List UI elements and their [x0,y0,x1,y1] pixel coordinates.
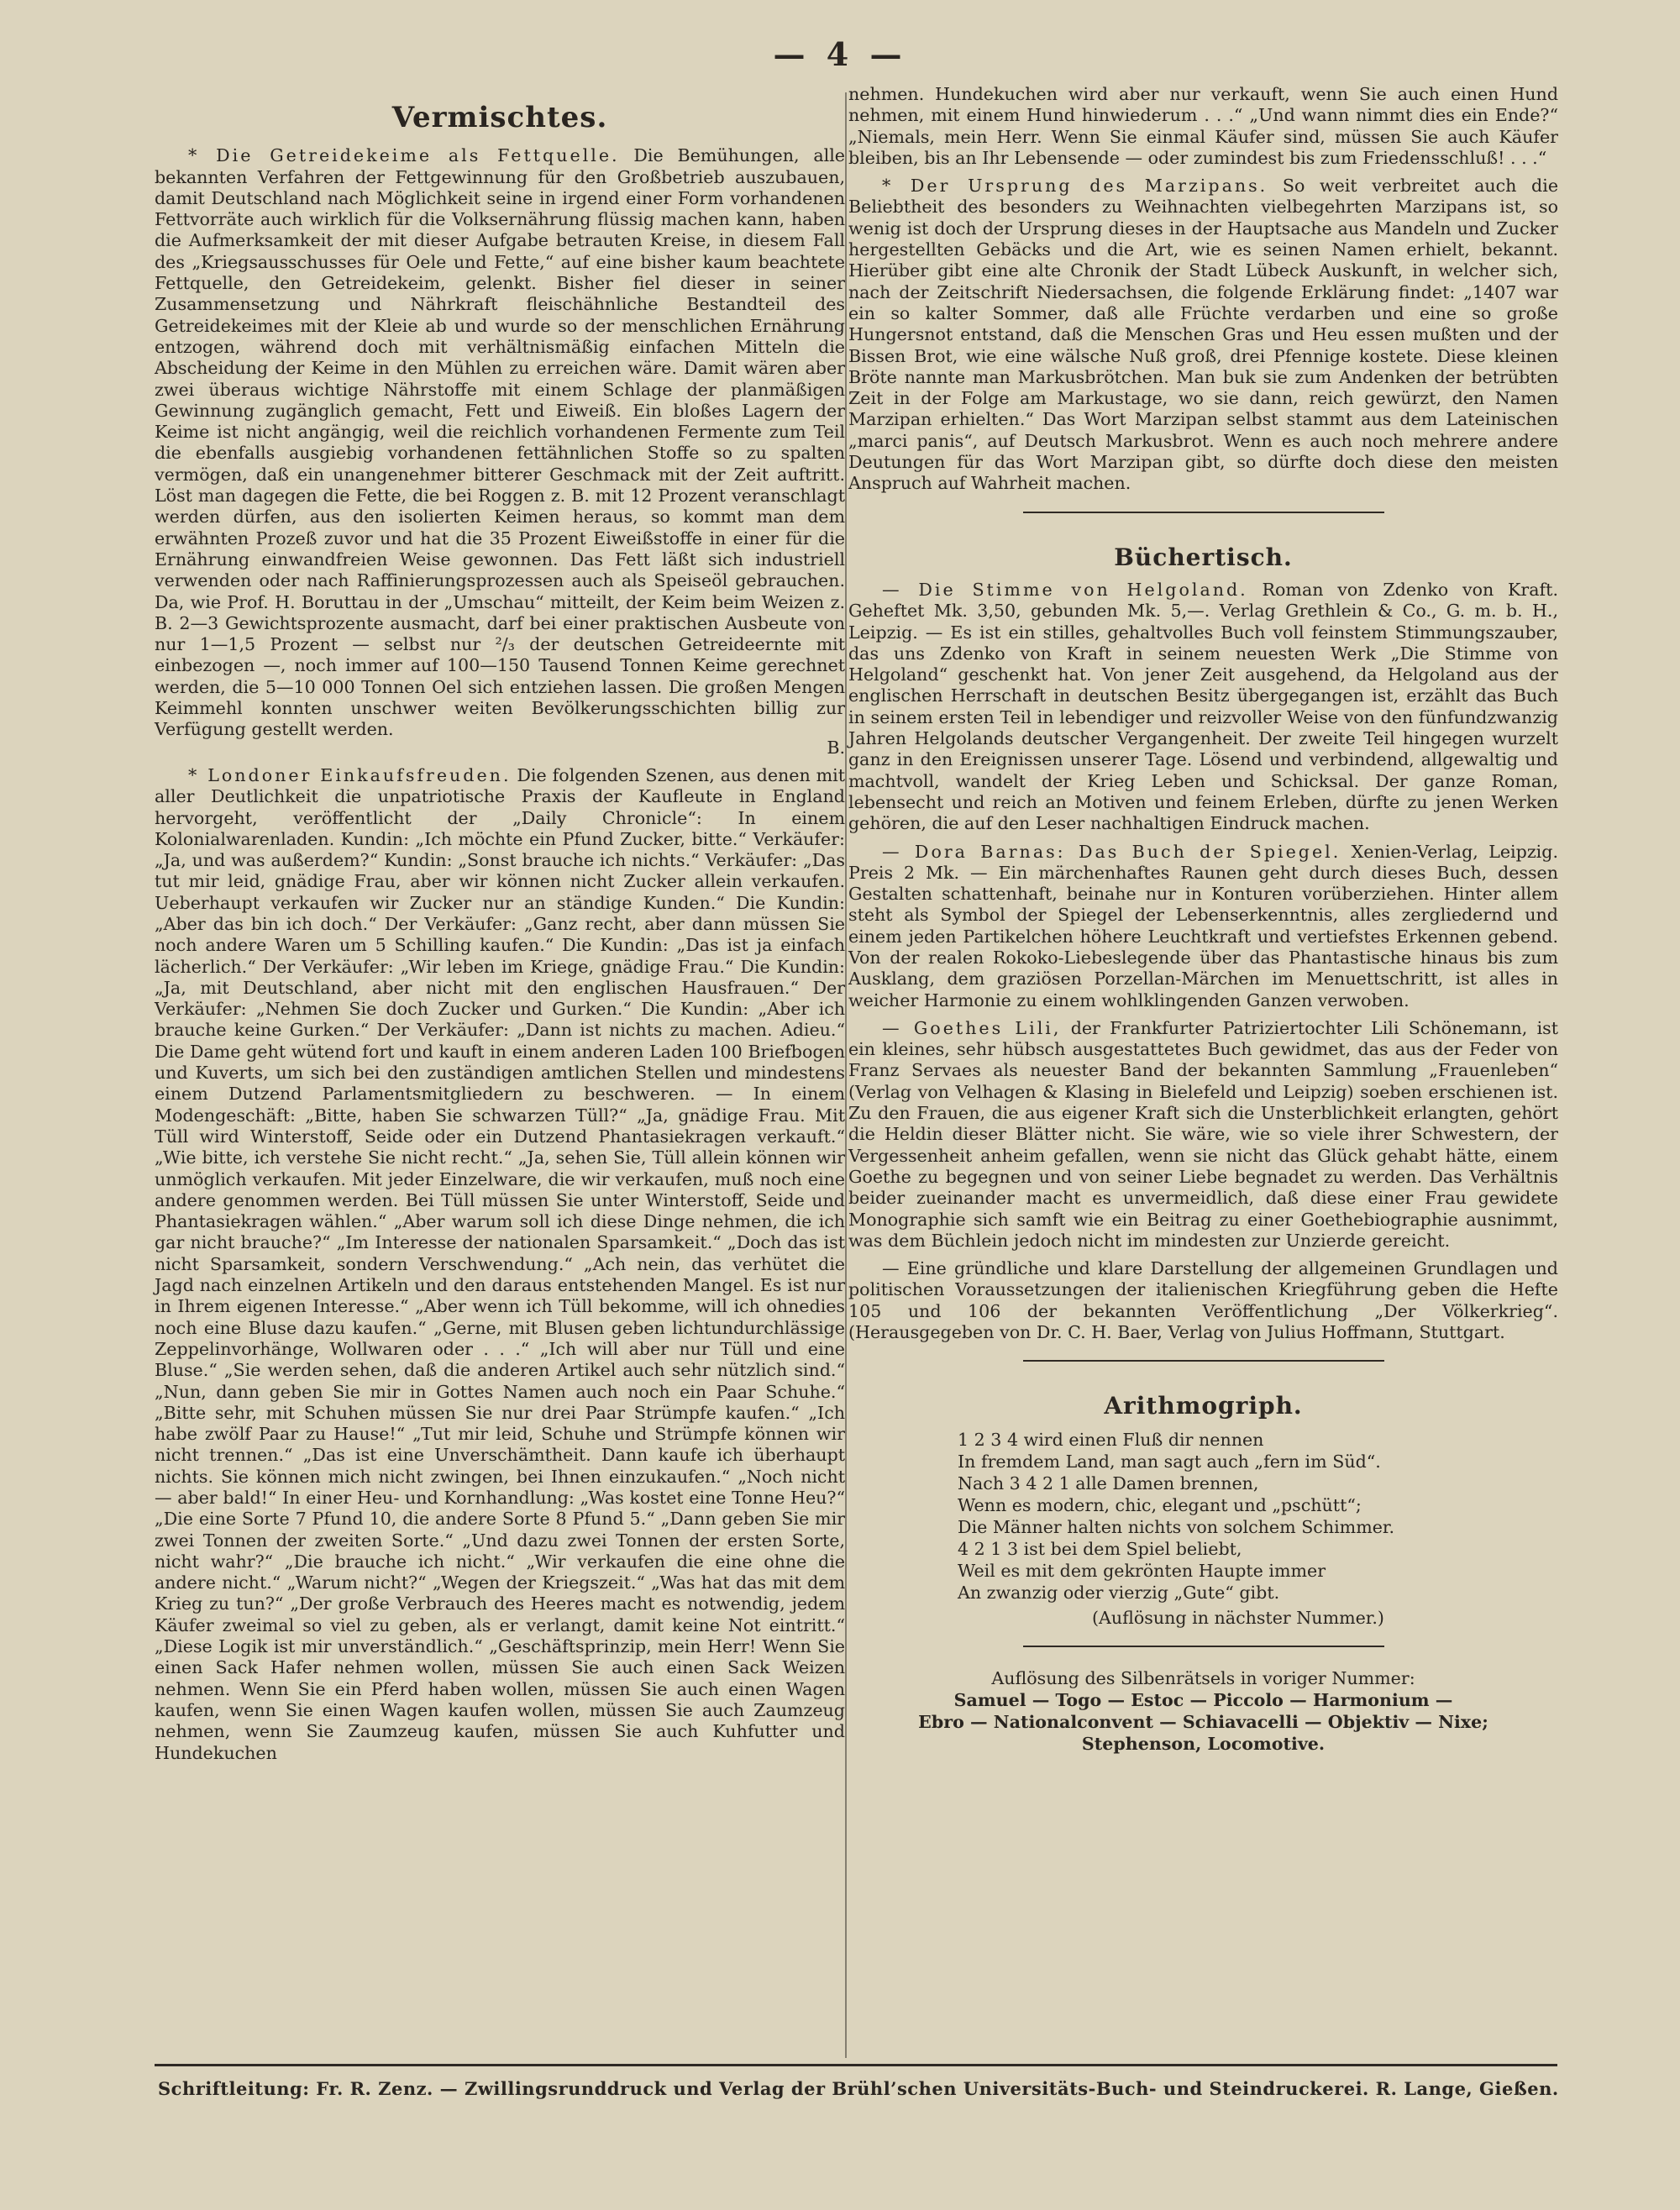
poem-line: In fremdem Land, man sagt auch „fern im Süd“. [958,1451,1381,1472]
left-column [155,84,845,1771]
book-title: — Dora Barnas: Das Buch der Spiegel. [882,841,1341,862]
section-separator [1023,512,1384,513]
solution-title: Auflösung des Silbenrätsels in voriger Nummer: [991,1667,1415,1688]
section-heading-vermischtes: Vermischtes. [391,101,608,134]
book-review-voelkerkrieg: — Eine gründliche und klare Darstellung der allgemeinen Grundlagen und politischen Voraussetzungen der italienischen Kriegführung geben die Hefte 105 und 106 der bekannten Veröffentlichung „Der Völkerkrieg“. (Herausgegeben von Dr. C. H. Baer, Verlag von Julius Hoffmann, Stuttgart. [848,1258,1558,1343]
poem-line: Die Männer halten nichts von solchem Schimmer. [958,1516,1395,1537]
book-review-body: Xenien-Verlag, Leipzig. Preis 2 Mk. — Ein märchenhaftes Raunen geht durch dieses Buch, dessen Gestalten schattenhaft, beinahe nur in Konturen vorüberziehen. Hinter allem steht als Symbol der Spiegel der Lebenserkenntnis, alles zergliedernd und einem jeden Partikelchen höhere Leuchtkraft und vertiefstes Erkennen gebend. Von der realen Rokoko-Liebeslegende über das Phantastische hinaus bis zum Ausklang, dem graziösen Porzellan-Märchen im Menuettschritt, ist alles in weicher Harmonie zu einem wohlklingenden Ganzen verwoben. [848,841,1558,1011]
section-separator [1023,1646,1384,1647]
section-separator [1023,1360,1384,1362]
article-marzipan [848,176,1558,494]
article-title: * Die Getreidekeime als Fettquelle. [188,145,620,166]
solution-line: Samuel — Togo — Estoc — Piccolo — Harmonium — [953,1689,1453,1710]
poem-line: Weil es mit dem gekrönten Haupte immer [958,1560,1326,1581]
book-review-helgoland [848,580,1558,835]
imprint-footer: Schriftleitung: Fr. R. Zenz. — Zwillingsrunddruck und Verlag der Brühl’schen Universitäts-Buch- und Steindruckerei. R. Lange, Gießen. [158,2078,1559,2099]
book-review-spiegel [848,842,1558,1011]
book-title: — Goethes Lili, [882,1017,1062,1038]
footer-rule [155,2064,1557,2066]
poem-line: Wenn es modern, chic, elegant und „pschütt“; [958,1494,1362,1515]
book-title: — Die Stimme von Helgoland. [882,579,1248,600]
article-body: So weit verbreitet auch die Beliebtheit des besonders zu Weihnachten vielbegehrten Marzipans ist, so wenig ist doch der Ursprung dieses in der Hauptsache aus Mandeln und Zucker hergestellten Gebäcks und die Art, wie es seinen Namen erhielt, bekannt. Hierüber gibt eine alte Chronik der Stadt Lübeck Auskunft, in welcher sich, nach der Zeitschrift Niedersachsen, die folgende Erklärung findet: „1407 war ein so kalter Sommer, daß alle Früchte verdarben und eine so große Hungersnot entstand, daß die Menschen Gras und Heu essen mußten und der Bissen Brot, wie eine wälsche Nuß groß, drei Pfennige kostete. Diese kleinen Bröte nannte man Markusbrötchen. Man buk sie zum Andenken der betrübten Zeit in der Folge am Markustage, wo sie dann, reich gewürzt, den Namen Marzipan erhielten.“ Das Wort Marzipan selbst stammt aus dem Lateinischen „marci panis“, auf Deutsch Markusbrot. Wenn es auch noch mehrere andere Deutungen für das Wort Marzipan gibt, so dürfte doch diese den meisten Anspruch auf Wahrheit machen. [848,176,1559,494]
puzzle-solution [848,1667,1558,1755]
poem-line: An zwanzig oder vierzig „Gute“ gibt. [958,1582,1280,1603]
article-body: Die Bemühungen, alle bekannten Verfahren der Fettgewinnung für den Großbetrieb auszubauen, damit Deutschland nach Möglichkeit seine in irgend einer Form vorhandenen Fettvorräte auch wirklich für die Volksernährung flüssig machen kann, haben die Aufmerksamkeit der mit dieser Aufgabe betrauten Kreise, in diesem Fall des „Kriegsausschusses für Oele und Fette,“ auf eine bisher kaum beachtete Fettquelle, den Getreidekeim, gelenkt. Bisher fiel dieser in seiner Zusammensetzung und Nährkraft fleischähnliche Bestandteil des Getreidekeimes mit der Kleie ab und wurde so der menschlichen Ernährung entzogen, während doch mit verhältnismäßig einfachen Mitteln die Abscheidung der Keime in den Mühlen zu erreichen wäre. Damit wären aber zwei überaus wichtige Nährstoffe mit einem Schlage der planmäßigen Gewinnung zugänglich gemacht, Fett und Eiweiß. Ein bloßes Lagern der Keime ist nicht angängig, weil die reichlich vorhandenen Fermente zum Teil die ebenfalls ausgiebig vorhandenen fettähnlichen Stoffe so zu spalten vermögen, daß ein unangenehmer bitterer Geschmack mit der Zeit auftritt. Löst man dagegen die Fette, die bei Roggen z. B. mit 12 Prozent veranschlagt werden dürfen, aus den isolierten Keimen heraus, so kommt man dem erwähnten Prozeß zuvor und hat die 35 Prozent Eiweißstoffe in einer für die Ernährung einwandfreien Weise gewonnen. Das Fett läßt sich industriell verwenden oder nach Raffinierungsprozessen auch als Speiseöl gebrauchen. Da, wie Prof. H. Boruttau in der „Umschau“ mitteilt, der Keim beim Weizen z. B. 2—3 Gewichtsprozente ausmacht, darf bei einer praktischen Ausbeute von nur 1—1,5 Prozent — selbst nur ²/₃ der deutschen Getreideernte mit einbezogen —, noch immer auf 100—150 Tausend Tonnen Keime gerechnet werden, die 5—10 000 Tonnen Oel sich entziehen lassen. Die großen Mengen Keimmehl konnten unschwer weiten Bevölkerungsschichten billig zur Verfügung gestellt werden. [155,145,845,740]
article-signature: B. [827,737,845,758]
solution-line: Stephenson, Locomotive. [1081,1733,1326,1754]
page-number: — 4 — [773,35,907,73]
puzzle-note: (Auflösung in nächster Nummer.) [1092,1607,1384,1628]
section-heading-buechertisch: Büchertisch. [1114,543,1293,571]
poem-line: Nach 3 4 2 1 alle Damen brennen, [958,1472,1259,1493]
puzzle-poem [958,1429,1558,1629]
column-divider [845,92,847,2058]
book-review-body: der Frankfurter Patriziertochter Lili Schönemann, ist ein kleines, sehr hübsch ausgestattetes Buch gewidmet, das aus der Feder von Franz Servaes als neuester Band der bekannten Sammlung „Frauenleben“ (Verlag von Velhagen & Klasing in Bielefeld und Leipzig) soeben erschienen ist. Zu den Frauen, die aus eigener Kraft sich die Unsterblichkeit erlangten, gehört die Heldin dieser Blätter nicht. Sie wäre, wie so viele ihrer Schwestern, der Vergessenheit anheim gefallen, wenn sie nicht das Glück gehabt hätte, einem Goethe zu begegnen und von seiner Liebe begnadet zu werden. Das Verhältnis beider zueinander macht es unvermeidlich, daß diese einer Frau gewidete Monographie sich samft wie ein Beitrag zu einer Goethebiographie ausnimmt, was dem Büchlein jedoch nicht im mindesten zur Unzierde gereicht. [848,1017,1559,1251]
book-review-lili [848,1018,1558,1252]
section-heading-arithmogriph: Arithmogriph. [1104,1392,1303,1420]
poem-line: 4 2 1 3 ist bei dem Spiel beliebt, [958,1538,1242,1559]
article-title: * Der Ursprung des Marzipans. [882,176,1268,197]
solution-line: Ebro — Nationalconvent — Schiavacelli — Objektiv — Nixe; [918,1711,1488,1732]
article-body: Die folgenden Szenen, aus denen mit aller Deutlichkeit die unpatriotische Praxis der Kaufleute in England hervorgeht, veröffentlicht der „Daily Chronicle“: In einem Kolonialwarenladen. Kundin: „Ich möchte ein Pfund Zucker, bitte.“ Verkäufer: „Ja, und was außerdem?“ Kundin: „Sonst brauche ich nichts.“ Verkäufer: „Das tut mir leid, gnädige Frau, aber wir können nicht Zucker allein verkaufen. Ueberhaupt verkaufen wir Zucker nur an ständige Kunden.“ Die Kundin: „Aber das bin ich doch.“ Der Verkäufer: „Ganz recht, aber dann müssen Sie noch andere Waren um 5 Schilling kaufen.“ Die Kundin: „Das ist ja einfach lächerlich.“ Der Verkäufer: „Wir leben im Kriege, gnädige Frau.“ Die Kundin: „Ja, mit Deutschland, aber nicht mit den englischen Hausfrauen.“ Der Verkäufer: „Nehmen Sie doch Zucker und Gurken.“ Die Kundin: „Aber ich brauche keine Gurken.“ Der Verkäufer: „Dann ist nichts zu machen. Adieu.“ Die Dame geht wütend fort und kauft in einem anderen Laden 100 Briefbogen und Kuverts, um sich bei den zuständigen amtlichen Stellen und mindestens einem Dutzend Parlamentsmitgliedern zu beschweren. — In einem Modengeschäft: „Bitte, haben Sie schwarzen Tüll?“ „Ja, gnädige Frau. Mit Tüll wird Winterstoff, Seide oder ein Dutzend Phantasiekragen verkauft.“ „Wie bitte, ich verstehe Sie nicht recht.“ „Ja, sehen Sie, Tüll allein können wir unmöglich verkaufen. Mit jeder Einzelware, die wir verkaufen, muß noch eine andere genommen werden. Bei Tüll müssen Sie unter Winterstoff, Seide und Phantasiekragen wählen.“ „Aber warum soll ich diese Dinge nehmen, die ich gar nicht brauche?“ „Im Interesse der nationalen Sparsamkeit.“ „Doch das ist nicht Sparsamkeit, sondern Verschwendung.“ „Ach nein, das verhütet die Jagd nach einzelnen Artikeln und den daraus entstehenden Mangel. Es ist nur in Ihrem eigenen Interesse.“ „Aber wenn ich Tüll bekomme, will ich ohnedies noch eine Bluse dazu kaufen.“ „Gerne, mit Blusen geben lichtundurchlässige Zeppelinvorhänge, Wollwaren oder . . .“ „Ich will aber nur Tüll und eine Bluse.“ „Sie werden sehen, daß die anderen Artikel auch sehr nützlich sind.“ „Nun, dann geben Sie mir in Gottes Namen auch noch ein Paar Schuhe.“ „Bitte sehr, mit Schuhen müssen Sie nur drei Paar Strümpfe kaufen.“ „Ich habe zwölf Paar zu Hause!“ „Tut mir leid, Schuhe und Strümpfe können wir nicht trennen.“ „Das ist eine Unverschämtheit. Dann kaufe ich überhaupt nichts. Sie können mich nicht zwingen, bei Ihnen einzukaufen.“ „Noch nicht — aber bald!“ In einer Heu- und Kornhandlung: „Was kostet eine Tonne Heu?“ „Die eine Sorte 7 Pfund 10, die andere Sorte 8 Pfund 5.“ „Dann geben Sie mir zwei Tonnen der zweiten Sorte.“ „Und dazu zwei Tonnen der ersten Sorte, nicht wahr?“ „Die brauche ich nicht.“ „Wir verkaufen die eine ohne die andere nicht.“ „Warum nicht?“ „Wegen der Kriegszeit.“ „Was hat das mit dem Krieg zu tun?“ „Der große Verbrauch des Heeres macht es notwendig, jedem Käufer zweimal so viel zu geben, als er verlangt, damit keine Not eintritt.“ „Diese Logik ist mir unverständlich.“ „Geschäftsprinzip, mein Herr! Wenn Sie einen Sack Hafer nehmen wollen, müssen Sie auch einen Sack Weizen nehmen. Wenn Sie ein Pferd haben wollen, müssen Sie auch einen Wagen kaufen, wenn Sie einen Wagen kaufen wollen, müssen Sie auch Zaumzeug nehmen, wenn Sie Zaumzeug kaufen, müssen Sie auch Kuhfutter und Hundekuchen [155,764,845,1763]
right-column [848,84,1558,1755]
article-einkaufsfreuden [155,765,845,1764]
poem-line: 1 2 3 4 wird einen Fluß dir nennen [958,1429,1264,1450]
article-fettquelle [155,145,845,759]
article-title: * Londoner Einkaufsfreuden. [188,764,512,785]
book-review-body: Roman von Zdenko von Kraft. Geheftet Mk. 3,50, gebunden Mk. 5,—. Verlag Grethlein & Co., G. m. b. H., Leipzig. — Es ist ein stilles, gehaltvolles Buch voll feinstem Stimmungszauber, das uns Zdenko von Kraft in seinem neuesten Werk „Die Stimme von Helgoland“ geschenkt hat. Von jener Zeit ausgehend, da Helgoland aus der englischen Herrschaft in deutschen Besitz übergegangen ist, erzählt das Buch in seinem ersten Teil in lebendiger und reizvoller Weise von den fünfundzwanzig Jahren Helgolands deutscher Vergangenheit. Der zweite Teil hingegen wurzelt ganz in den Ereignissen unserer Tage. Lösend und verbindend, allgewaltig und machtvoll, wandelt der Krieg Leben und Schicksal. Der ganze Roman, lebensecht und reich an Motiven und feinem Erleben, dürfte zu jenen Werken gehören, die auf den Leser nachhaltigen Eindruck machen. [848,579,1559,834]
article-continuation: nehmen. Hundekuchen wird aber nur verkauft, wenn Sie auch einen Hund nehmen, mit einem Hund hinwiederum . . .“ „Und wann nimmt dies ein Ende?“ „Niemals, mein Herr. Wenn Sie einmal Käufer sind, müssen Sie auch Käufer bleiben, bis an Ihr Lebensende — oder zumindest bis zum Friedensschluß! . . .“ [848,84,1558,168]
